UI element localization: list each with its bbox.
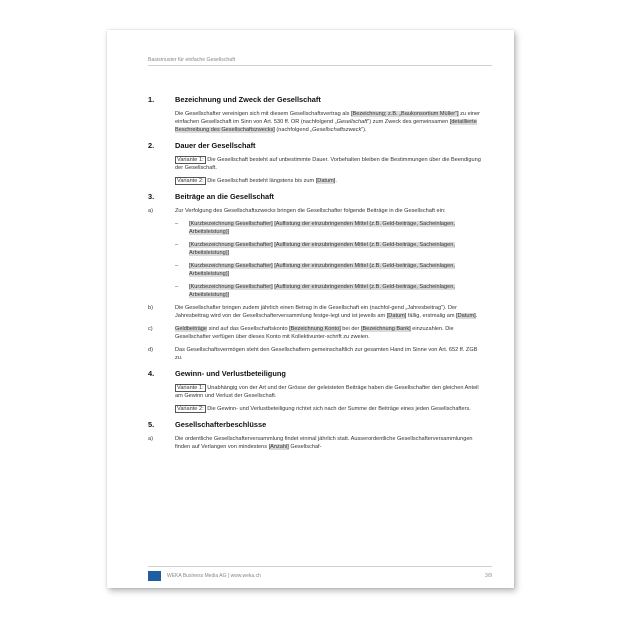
- paragraph: Variante 1: Die Gesellschaft besteht auf unbestimmte Dauer. Vorbehalten bleiben die Bestimmungen über die Beendigung der Gesellschaft.: [175, 157, 481, 171]
- placeholder-field: [Bezeichnung Konto]: [289, 326, 341, 332]
- paragraph-b: b) Die Gesellschafter bringen zudem jährlich einen Betrag in die Gesellschaft ein (nachfol-gend „Jahresbeitrag“). Der Jahresbeitrag wird von der Gesellschafterversammlung festge-legt und ist jeweils am [Datum] fällig, erstmalig am [Datum].: [148, 305, 478, 319]
- section-title: Dauer der Gesellschaft: [175, 141, 256, 150]
- section-4: [148, 369, 486, 413]
- section-2: [148, 141, 486, 185]
- header-divider: [148, 65, 492, 66]
- variant-label: Variante 2:: [177, 178, 204, 184]
- placeholder-field: [Kurzbezeichnung Gesellschafter]: [189, 242, 273, 248]
- section-number: 4.: [148, 369, 155, 378]
- placeholder-field: [Anzahl]: [268, 444, 289, 450]
- list-item: – [Kurzbezeichnung Gesellschafter] [Auflistung der einzubringenden Mittel (z.B. Geld-beiträge, Sacheinlagen, Arbeitsleistung)]: [175, 221, 455, 235]
- footer-text: WEKA Business Media AG | www.weka.ch: [167, 573, 261, 579]
- paragraph-d: d) Das Gesellschaftsvermögen steht den Gesellschaftern gemeinschaftlich zur gesamten Hand im Sinne von Art. 652 ff. ZGB zu.: [148, 347, 478, 361]
- list-item: – [Kurzbezeichnung Gesellschafter] [Auflistung der einzubringenden Mittel (z.B. Geld-beiträge, Sacheinlagen, Arbeitsleistung)]: [175, 284, 455, 298]
- section-number: 5.: [148, 420, 155, 429]
- placeholder-field: [Kurzbezeichnung Gesellschafter]: [189, 221, 273, 227]
- placeholder-field: Geldbeiträge: [175, 326, 208, 332]
- section-number: 3.: [148, 192, 155, 201]
- placeholder-field: [Kurzbezeichnung Gesellschafter]: [189, 284, 273, 290]
- weka-logo-icon: [148, 571, 161, 581]
- paragraph: Variante 2: Die Gewinn- und Verlustbeteiligung richtet sich nach der Summe der Beiträge eines jeden Gesellschafters.: [177, 406, 471, 412]
- placeholder-field: [Bezeichnung; z.B. „Baukonsortium Müller“]: [350, 111, 459, 117]
- section-3: [148, 192, 486, 362]
- placeholder-field: [Datum]: [315, 178, 336, 184]
- placeholder-field: [Datum]: [386, 313, 407, 319]
- paragraph-c: c) Geldbeiträge sind auf das Gesellschaftskonto [Bezeichnung Konto] bei der [Bezeichnung Bank] einzuzahlen. Die Gesellschafter verfügen über dieses Konto mit Kollektivunter-schrift zu zweien.: [148, 326, 454, 340]
- placeholder-field: [Bezeichnung Bank]: [360, 326, 411, 332]
- footer-website-link[interactable]: www.weka.ch: [230, 573, 261, 579]
- list-item: – [Kurzbezeichnung Gesellschafter] [Auflistung der einzubringenden Mittel (z.B. Geld-beiträge, Sacheinlagen, Arbeitsleistung)]: [175, 242, 455, 256]
- footer-divider: [148, 566, 492, 567]
- section-title: Bezeichnung und Zweck der Gesellschaft: [175, 95, 321, 104]
- placeholder-field: [Auflistung der einzubringenden Mittel (z.B. Geld-beiträge, Sacheinlagen, Arbeitsleistung)]: [189, 284, 455, 298]
- document-page: [107, 30, 514, 588]
- paragraph: Variante 2: Die Gesellschaft besteht längstens bis zum [Datum].: [177, 178, 337, 184]
- section-number: 2.: [148, 141, 155, 150]
- placeholder-field: [Auflistung der einzubringenden Mittel (z.B. Geld-beiträge, Sacheinlagen, Arbeitsleistung)]: [189, 242, 455, 256]
- paragraph: Variante 1: Unabhängig von der Art und der Grösse der geleisteten Beiträge haben die Gesellschafter den gleichen Anteil am Gewinn und Verlust der Gesellschaft.: [175, 385, 479, 399]
- section-title: Gewinn- und Verlustbeteiligung: [175, 369, 286, 378]
- placeholder-field: [Datum]: [456, 313, 476, 319]
- variant-label: Variante 1:: [177, 157, 204, 163]
- page-header: Basismuster für einfache Gesellschaft: [148, 57, 236, 63]
- variant-label: Variante 1:: [177, 385, 204, 391]
- footer-company: WEKA Business Media AG: [167, 573, 227, 579]
- section-title: Beiträge an die Gesellschaft: [175, 192, 274, 201]
- section-1: [148, 95, 486, 134]
- placeholder-field: [Kurzbezeichnung Gesellschafter]: [189, 263, 273, 269]
- document-body: [148, 95, 486, 458]
- section-number: 1.: [148, 95, 155, 104]
- paragraph-a: a) Zur Verfolgung des Gesellschaftszwecks bringen die Gesellschafter folgende Beiträge in die Gesellschaft ein:: [148, 208, 446, 214]
- section-5: [148, 420, 486, 451]
- paragraph: Die Gesellschafter vereinigen sich mit diesem Gesellschaftsvertrag als [Bezeichnung; z.B. „Baukonsortium Müller“] zu einer einfachen Gesellschaft im Sinn von Art. 530 ff. OR (nachfolgend „Gesellschaft“) zum Zweck des gemeinsamen [detaillierte Beschreibung des Gesellschaftszwecks] (nachfolgend „Gesellschaftszweck“).: [175, 111, 481, 133]
- placeholder-field: [Auflistung der einzubringenden Mittel (z.B. Geld-beiträge, Sacheinlagen, Arbeitsleistung)]: [189, 263, 455, 277]
- variant-label: Variante 2:: [177, 406, 204, 412]
- paragraph-a: a) Die ordentliche Gesellschafterversammlung findet einmal jährlich statt. Ausserordentliche Gesellschafterversammlungen finden auf Verlangen von mindestens [Anzahl] Gesellschaf-: [148, 436, 473, 450]
- page-number: 3/9: [485, 573, 492, 579]
- placeholder-field: [detaillierte Beschreibung des Gesellschaftszwecks]: [175, 119, 477, 133]
- section-title: Gesellschafterbeschlüsse: [175, 420, 267, 429]
- list-item: – [Kurzbezeichnung Gesellschafter] [Auflistung der einzubringenden Mittel (z.B. Geld-beiträge, Sacheinlagen, Arbeitsleistung)]: [175, 263, 455, 277]
- placeholder-field: [Auflistung der einzubringenden Mittel (z.B. Geld-beiträge, Sacheinlagen, Arbeitsleistung)]: [189, 221, 455, 235]
